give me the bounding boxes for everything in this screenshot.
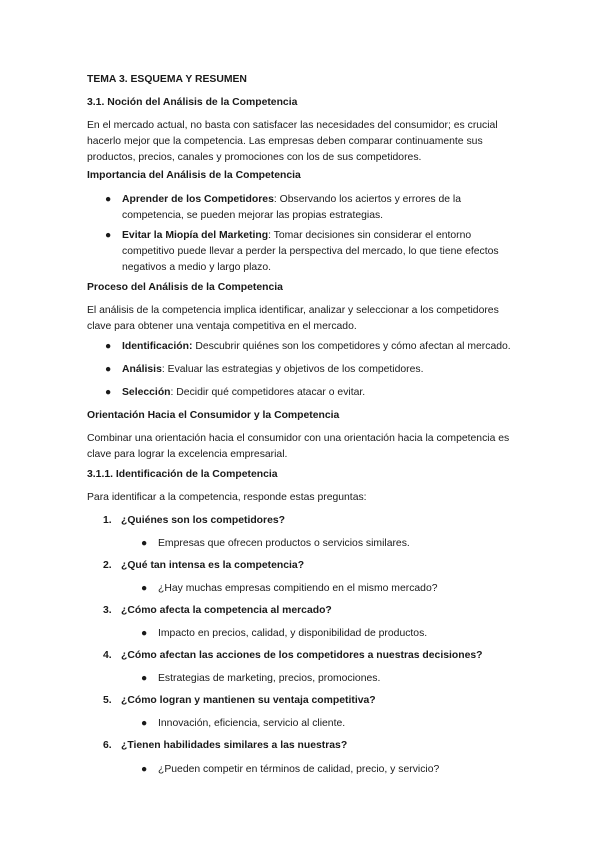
question-text: ¿Cómo afectan las acciones de los competidores a nuestras decisiones?	[121, 650, 483, 661]
paragraph: Combinar una orientación hacia el consumidor con una orientación hacia la competencia es clave para lograr la excelencia empresarial.	[87, 433, 510, 460]
bullet-icon: ●	[141, 583, 148, 594]
bullet-icon: ●	[105, 364, 112, 375]
item-term: Evitar la Miopía del Marketing	[122, 230, 269, 241]
answer-item	[141, 581, 521, 597]
question-text: ¿Qué tan intensa es la competencia?	[121, 560, 305, 571]
answer-text: ¿Pueden competir en términos de calidad, precio, y servicio?	[158, 764, 440, 775]
item-desc: : Evaluar las estrategias y objetivos de los competidores.	[161, 364, 424, 375]
question-item	[103, 693, 523, 709]
bullet-icon: ●	[105, 194, 112, 205]
question-text: ¿Cómo afecta la competencia al mercado?	[121, 605, 332, 616]
list-item	[105, 192, 515, 224]
answer-text: ¿Hay muchas empresas compitiendo en el mismo mercado?	[158, 583, 438, 594]
question-item	[103, 603, 523, 619]
document-title: TEMA 3. ESQUEMA Y RESUMEN	[87, 74, 247, 85]
answer-text: Innovación, eficiencia, servicio al cliente.	[158, 718, 346, 729]
bullet-icon: ●	[141, 628, 148, 639]
item-number: 4.	[103, 650, 112, 661]
item-number: 2.	[103, 560, 112, 571]
list-item	[105, 228, 515, 276]
paragraph: Para identificar a la competencia, responde estas preguntas:	[87, 492, 367, 503]
answer-item	[141, 762, 521, 778]
item-number: 5.	[103, 695, 112, 706]
subsection-heading: Proceso del Análisis de la Competencia	[87, 282, 283, 293]
item-term: Aprender de los Competidores	[122, 194, 274, 205]
answer-item	[141, 536, 521, 552]
bullet-icon: ●	[141, 538, 148, 549]
item-desc: : Observando los aciertos y errores de la competencia, se pueden mejorar las propias estrategias.	[122, 194, 461, 221]
answer-text: Empresas que ofrecen productos o servicios similares.	[158, 538, 410, 549]
answer-item	[141, 716, 521, 732]
bullet-icon: ●	[141, 673, 148, 684]
paragraph: El análisis de la competencia implica identificar, analizar y seleccionar a los competidores clave para obtener una ventaja competitiva en el mercado.	[87, 305, 499, 332]
question-item	[103, 648, 523, 664]
answer-text: Estrategias de marketing, precios, promociones.	[158, 673, 381, 684]
item-term: Análisis	[122, 364, 162, 375]
list-item	[105, 362, 515, 378]
item-number: 3.	[103, 605, 112, 616]
item-term: Selección	[122, 387, 171, 398]
bullet-icon: ●	[141, 764, 148, 775]
bullet-icon: ●	[105, 230, 112, 241]
answer-text: Impacto en precios, calidad, y disponibilidad de productos.	[158, 628, 428, 639]
item-desc: Descubrir quiénes son los competidores y cómo afectan al mercado.	[192, 341, 511, 352]
bullet-icon: ●	[105, 341, 112, 352]
question-text: ¿Tienen habilidades similares a las nuestras?	[121, 740, 348, 751]
section-heading: 3.1. Noción del Análisis de la Competencia	[87, 97, 298, 108]
subsection-heading: Orientación Hacia el Consumidor y la Competencia	[87, 410, 340, 421]
paragraph: En el mercado actual, no basta con satisfacer las necesidades del consumidor; es crucial hacerlo mejor que la competencia. Las empresas deben comparar continuamente sus productos, precios, canales y promociones con los de sus competidores.	[87, 120, 498, 163]
item-term: Identificación:	[122, 341, 193, 352]
question-text: ¿Cómo logran y mantienen su ventaja competitiva?	[121, 695, 376, 706]
question-item	[103, 558, 523, 574]
subsection-heading: Importancia del Análisis de la Competencia	[87, 170, 301, 181]
item-number: 1.	[103, 515, 112, 526]
item-desc: : Tomar decisiones sin considerar el entorno competitivo puede llevar a perder la perspectiva del mercado, lo que tiene efectos negativos a medio y largo plazo.	[122, 230, 499, 273]
list-item	[105, 339, 515, 355]
item-desc: : Decidir qué competidores atacar o evitar.	[170, 387, 366, 398]
section-heading: 3.1.1. Identificación de la Competencia	[87, 469, 278, 480]
list-item	[105, 385, 515, 401]
bullet-icon: ●	[105, 387, 112, 398]
bullet-icon: ●	[141, 718, 148, 729]
question-text: ¿Quiénes son los competidores?	[121, 515, 285, 526]
answer-item	[141, 671, 521, 687]
item-number: 6.	[103, 740, 112, 751]
answer-item	[141, 626, 521, 642]
question-item	[103, 738, 523, 754]
question-item	[103, 513, 523, 529]
